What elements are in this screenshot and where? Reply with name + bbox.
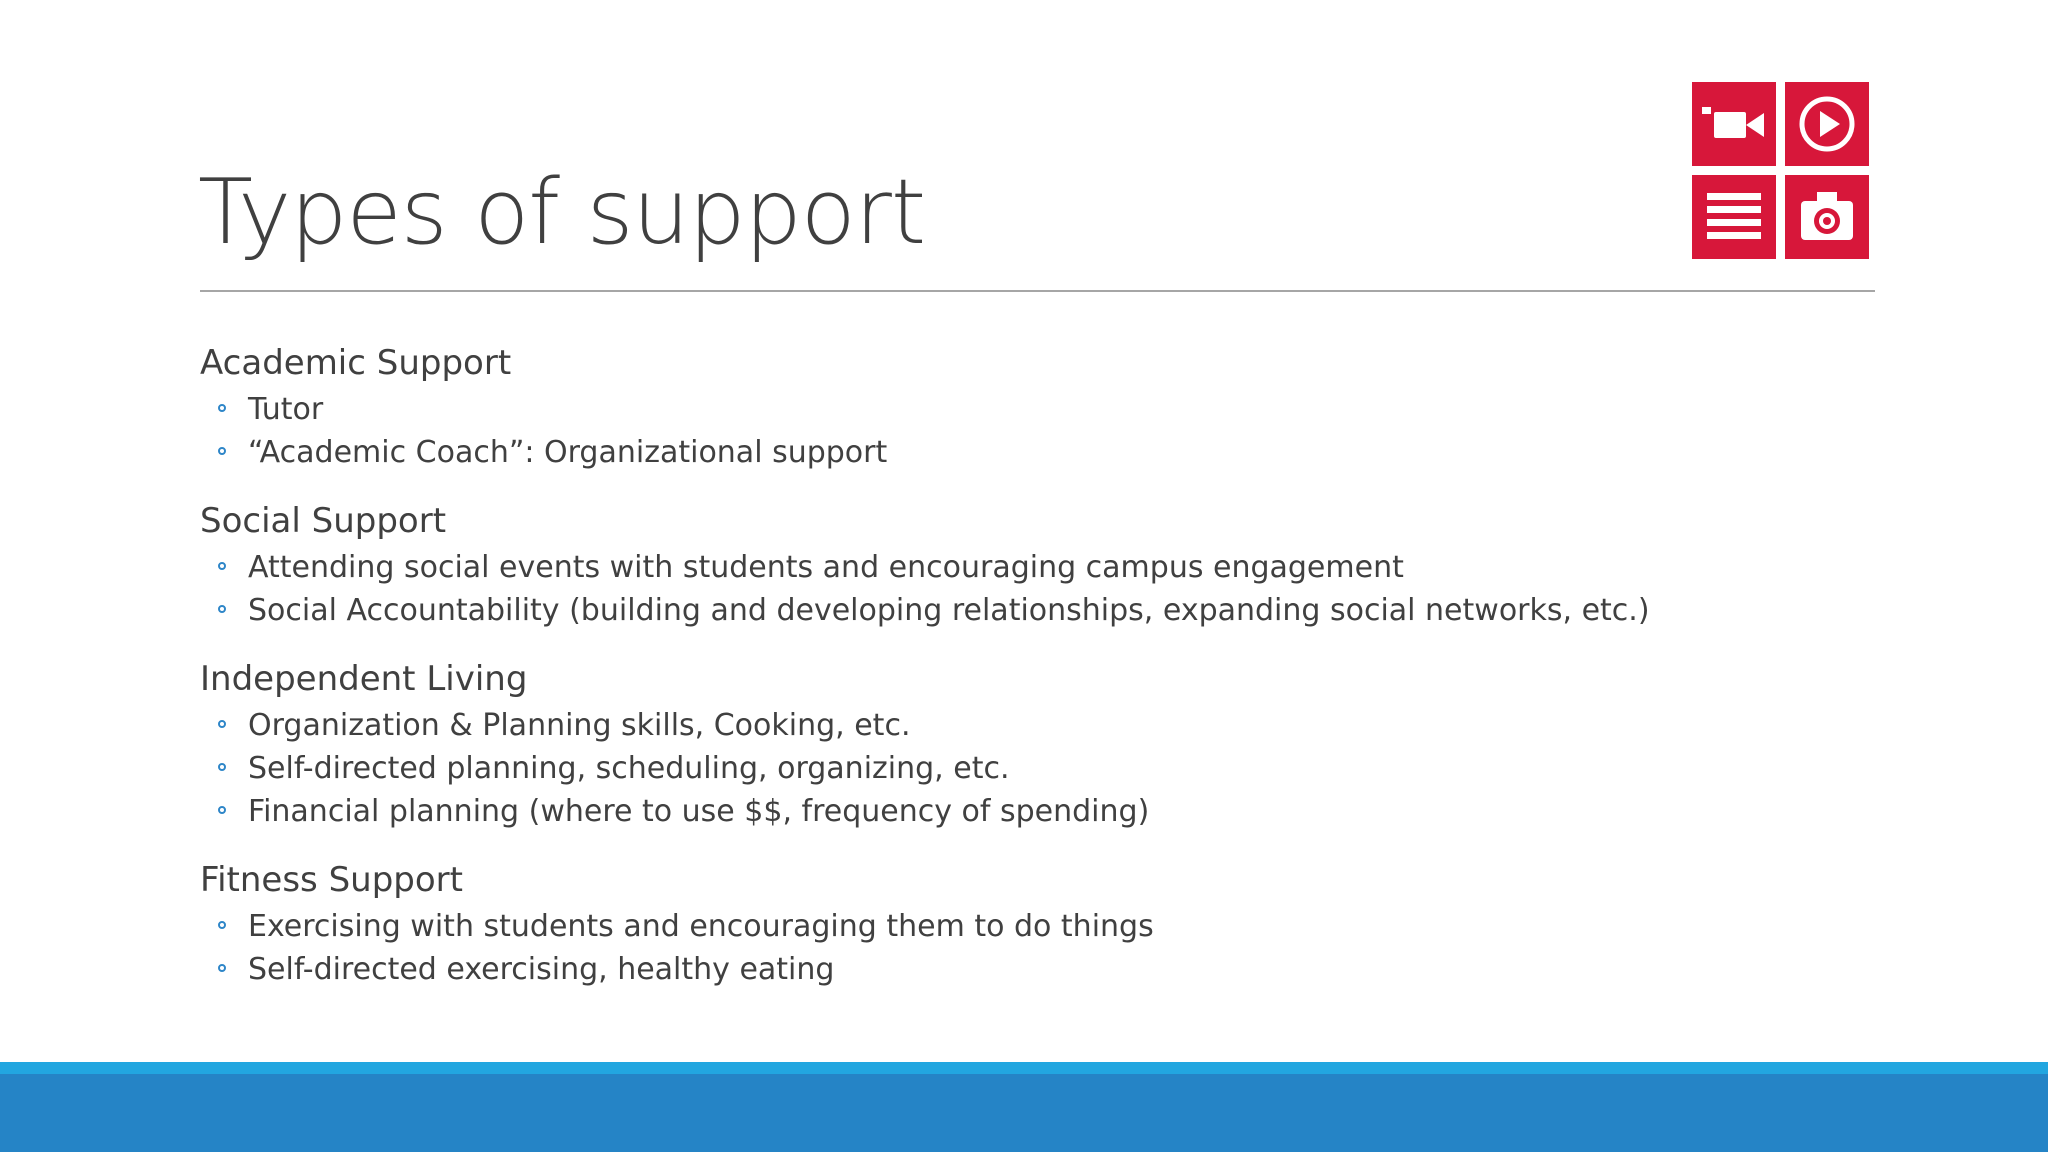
bullet-circle-icon (218, 763, 226, 771)
section-academic-support (200, 338, 1860, 474)
footer-band (0, 1062, 2048, 1152)
section-heading: Independent Living (200, 659, 528, 699)
title-divider (200, 290, 1875, 292)
bullet-text: Attending social events with students and encouraging campus engagement (248, 550, 1404, 585)
bullet-list (200, 546, 1860, 632)
play-icon (1797, 94, 1857, 154)
bullet-text: Social Accountability (building and developing relationships, expanding social networks, etc.) (248, 593, 1650, 628)
bullet-item (200, 905, 1860, 948)
section-heading: Social Support (200, 501, 447, 541)
bullet-circle-icon (218, 720, 226, 728)
bullet-circle-icon (218, 562, 226, 570)
bullet-item (200, 704, 1860, 747)
bullet-circle-icon (218, 964, 226, 972)
bullet-list (200, 905, 1860, 991)
bullet-text: Self-directed exercising, healthy eating (248, 952, 835, 987)
section-heading: Fitness Support (200, 860, 463, 900)
photo-camera-icon (1799, 192, 1855, 242)
logo-tile-play (1785, 82, 1869, 166)
list-lines-icon (1707, 193, 1761, 241)
section-independent-living (200, 654, 1860, 833)
bullet-text: Financial planning (where to use $$, frequency of spending) (248, 794, 1150, 829)
logo-tile-camera (1785, 175, 1869, 259)
bullet-circle-icon (218, 447, 226, 455)
bullet-text: Organization & Planning skills, Cooking, etc. (248, 708, 911, 743)
bullet-text: “Academic Coach”: Organizational support (248, 435, 888, 470)
bullet-item (200, 388, 1860, 431)
logo-tile-list (1692, 175, 1776, 259)
bullet-list (200, 388, 1860, 474)
section-heading: Academic Support (200, 343, 512, 383)
bullet-item (200, 589, 1860, 632)
bullet-item (200, 431, 1860, 474)
bullet-text: Self-directed planning, scheduling, organizing, etc. (248, 751, 1010, 786)
bullet-text: Tutor (248, 392, 324, 427)
section-social-support (200, 496, 1860, 632)
bullet-item (200, 948, 1860, 991)
media-logo (1692, 82, 1869, 259)
bullet-circle-icon (218, 605, 226, 613)
bullet-item (200, 546, 1860, 589)
footer-accent-stripe (0, 1062, 2048, 1074)
bullet-item (200, 747, 1860, 790)
bullet-item (200, 790, 1860, 833)
slide-content (200, 338, 1860, 1013)
bullet-list (200, 704, 1860, 833)
section-fitness-support (200, 855, 1860, 991)
bullet-circle-icon (218, 806, 226, 814)
video-camera-icon (1702, 104, 1766, 144)
bullet-circle-icon (218, 921, 226, 929)
bullet-text: Exercising with students and encouraging them to do things (248, 909, 1154, 944)
slide-title: Types of support (198, 160, 926, 265)
bullet-circle-icon (218, 404, 226, 412)
logo-tile-video (1692, 82, 1776, 166)
